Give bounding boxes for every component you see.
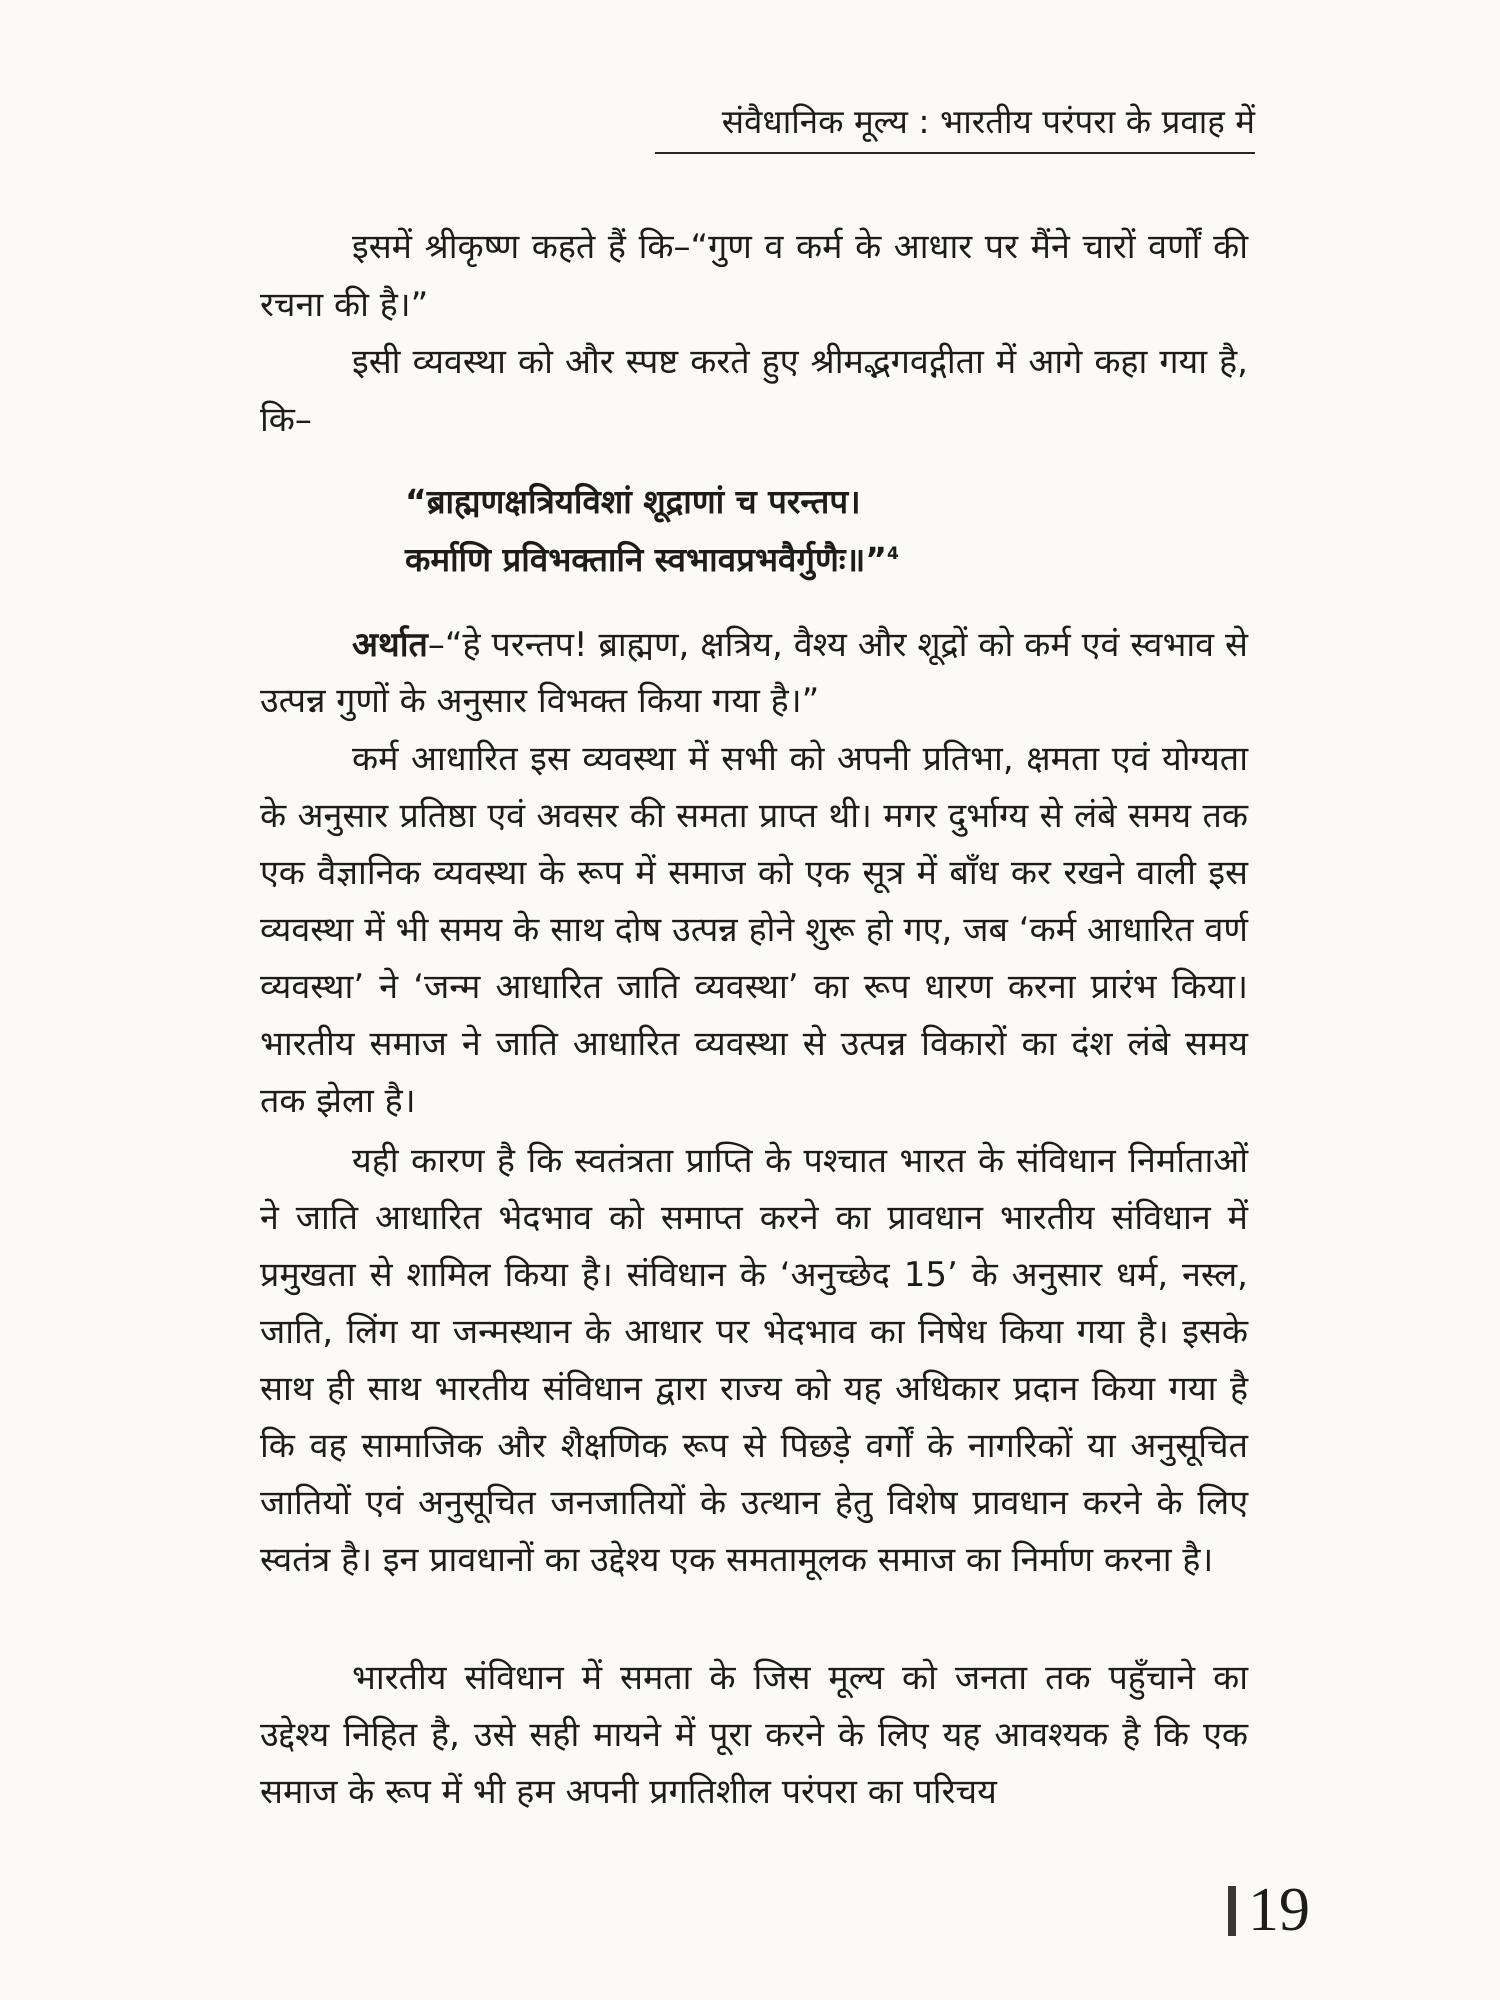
- paragraph-5-text: यही कारण है कि स्वतंत्रता प्राप्ति के पश्चात भारत के संविधान निर्माताओं ने जाति आधारित भेदभाव को समाप्त करने का प्रावधान भारतीय संविधान में प्रमुखता से शामिल किया है। संविधान के ‘अनुच्छेद 15’ के अनुसार धर्म, नस्ल, जाति, लिंग या जन्मस्थान के आधार पर भेदभाव का निषेध किया गया है। इसके साथ ही साथ भारतीय संविधान द्वारा राज्य को यह अधिकार प्रदान किया गया है कि वह सामाजिक और शैक्षणिक रूप से पिछड़े वर्गों के नागरिकों या अनुसूचित जातियों एवं अनुसूचित जनजातियों के उत्थान हेतु विशेष प्रावधान करने के लिए स्वतंत्र है। इन प्रावधानों का उद्देश्य एक समतामूलक समाज का निर्माण करना है।: [260, 1141, 1248, 1580]
- paragraph-4-text: कर्म आधारित इस व्यवस्था में सभी को अपनी प्रतिभा, क्षमता एवं योग्यता के अनुसार प्रतिष्ठा एवं अवसर की समता प्राप्त थी। मगर दुर्भाग्य से लंबे समय तक एक वैज्ञानिक व्यवस्था के रूप में समाज को एक सूत्र में बाँध कर रखने वाली इस व्यवस्था में भी समय के साथ दोष उत्पन्न होने शुरू हो गए, जब ‘कर्म आधारित वर्ण व्यवस्था’ ने ‘जन्म आधारित जाति व्यवस्था’ का रूप धारण करना प्रारंभ किया। भारतीय समाज ने जाति आधारित व्यवस्था से उत्पन्न विकारों का दंश लंबे समय तक झेला है।: [260, 739, 1248, 1121]
- translation-text: –“हे परन्तप! ब्राह्मण, क्षत्रिय, वैश्य और शूद्रों को कर्म एवं स्वभाव से उत्पन्न गुणों के अनुसार विभक्त किया गया है।”: [260, 625, 1248, 721]
- page-number-bar: [1228, 1886, 1236, 1936]
- paragraph-6-text: भारतीय संविधान में समता के जिस मूल्य को जनता तक पहुँचाने का उद्देश्य निहित है, उसे सही मायने में पूरा करने के लिए यह आवश्यक है कि एक समाज के रूप में भी हम अपनी प्रगतिशील परंपरा का परिचय: [260, 1658, 1248, 1812]
- paragraph-6: [260, 1650, 1248, 1821]
- page-number: [1228, 1875, 1310, 1945]
- footnote-ref: 4: [886, 544, 899, 564]
- paragraph-1-text: इसमें श्रीकृष्ण कहते हैं कि–“गुण व कर्म के आधार पर मैंने चारों वर्णों की रचना की है।”: [260, 227, 1248, 325]
- sanskrit-verse-line-2: [405, 531, 899, 589]
- paragraph-2: [260, 333, 1248, 449]
- running-header: संवैधानिक मूल्य : भारतीय परंपरा के प्रवाह में: [655, 92, 1255, 154]
- paragraph-1: [260, 218, 1248, 334]
- verse-line-2-text: कर्माणि प्रविभक्तानि स्वभावप्रभवैर्गुणैः॥”: [405, 540, 887, 579]
- paragraph-5: [260, 1133, 1248, 1589]
- sanskrit-verse-line-1: “ब्राह्मणक्षत्रियविशां शूद्राणां च परन्तप।: [405, 482, 861, 521]
- paragraph-3-translation: [260, 617, 1248, 729]
- translation-lead: अर्थात: [352, 625, 428, 665]
- paragraph-4: [260, 731, 1248, 1130]
- page-number-text: 19: [1248, 1876, 1310, 1944]
- paragraph-2-text: इसी व्यवस्था को और स्पष्ट करते हुए श्रीमद्भगवद्गीता में आगे कहा गया है, कि–: [260, 342, 1248, 440]
